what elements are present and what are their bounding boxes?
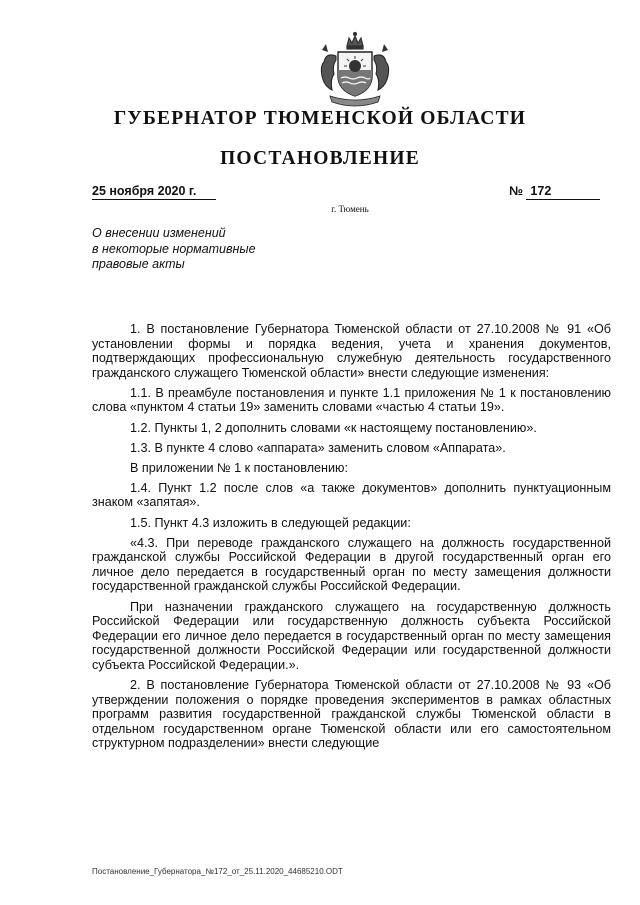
city-label: г. Тюмень — [331, 204, 369, 214]
body-paragraph: 1.3. В пункте 4 слово «аппарата» заменить словом «Аппарата». — [130, 440, 506, 455]
body-paragraph: 1.4. Пункт 1.2 после слов «а также документов» дополнить пунктуационным знаком «запятая». — [92, 480, 611, 510]
body-paragraph: При назначении гражданского служащего на государственную должность Российской Федерации или государственную должность субъекта Российской Федерации его личное дело передается в государственный орган по месту замещения государственной должности Российской Федерации или государственной должности субъекта Российской Федерации.». — [92, 599, 611, 672]
governor-title: ГУБЕРНАТОР ТЮМЕНСКОЙ ОБЛАСТИ — [113, 108, 527, 129]
body-paragraph: 1.2. Пункты 1, 2 дополнить словами «к настоящему постановлению». — [130, 420, 537, 435]
document-date: 25 ноября 2020 г. — [92, 184, 216, 200]
number-value: 172 — [526, 184, 600, 200]
body-paragraph: В приложении № 1 к постановлению: — [130, 460, 348, 475]
body-paragraph: 2. В постановление Губернатора Тюменской области от 27.10.2008 № 93 «Об утверждении положения о порядке проведения экспериментов в рамках областных программ развития государственной гражданской службы Тюменской области в отдельном государственном органе Тюменской области или его самостоятельном структурном подразделении» внести следующие — [92, 677, 611, 751]
subject-line: в некоторые нормативные — [92, 241, 256, 256]
coat-of-arms-icon — [300, 30, 410, 110]
subject-line: О внесении изменений — [92, 226, 226, 240]
document-subject — [92, 226, 322, 273]
document-number — [509, 184, 604, 200]
body-paragraph: 1.5. Пункт 4.3 изложить в следующей редакции: — [130, 515, 411, 530]
body-paragraph: 1. В постановление Губернатора Тюменской области от 27.10.2008 № 91 «Об установлении формы и порядка ведения, учета и хранения документов, подтверждающих профессиональную служебную деятельность государственного гражданского служащего Тюменской области» внести следующие изменения: — [92, 322, 611, 380]
footer-filename: Постановление_Губернатора_№172_от_25.11.2020_44685210.ODT — [92, 867, 343, 876]
document-type: ПОСТАНОВЛЕНИЕ — [220, 148, 420, 169]
subject-line: правовые акты — [92, 257, 185, 271]
document-body — [92, 322, 611, 756]
number-prefix: № — [509, 184, 523, 198]
body-paragraph: «4.3. При переводе гражданского служащего на должность государственной гражданской службы Российской Федерации в другой государственный орган его личное дело передается в государственный орган по месту замещения должности государственной гражданской службы Российской Федерации. — [92, 535, 611, 594]
body-paragraph: 1.1. В преамбуле постановления и пункте 1.1 приложения № 1 к постановлению слова «пунктом 4 статьи 19» заменить словами «частью 4 статьи 19». — [92, 385, 611, 415]
